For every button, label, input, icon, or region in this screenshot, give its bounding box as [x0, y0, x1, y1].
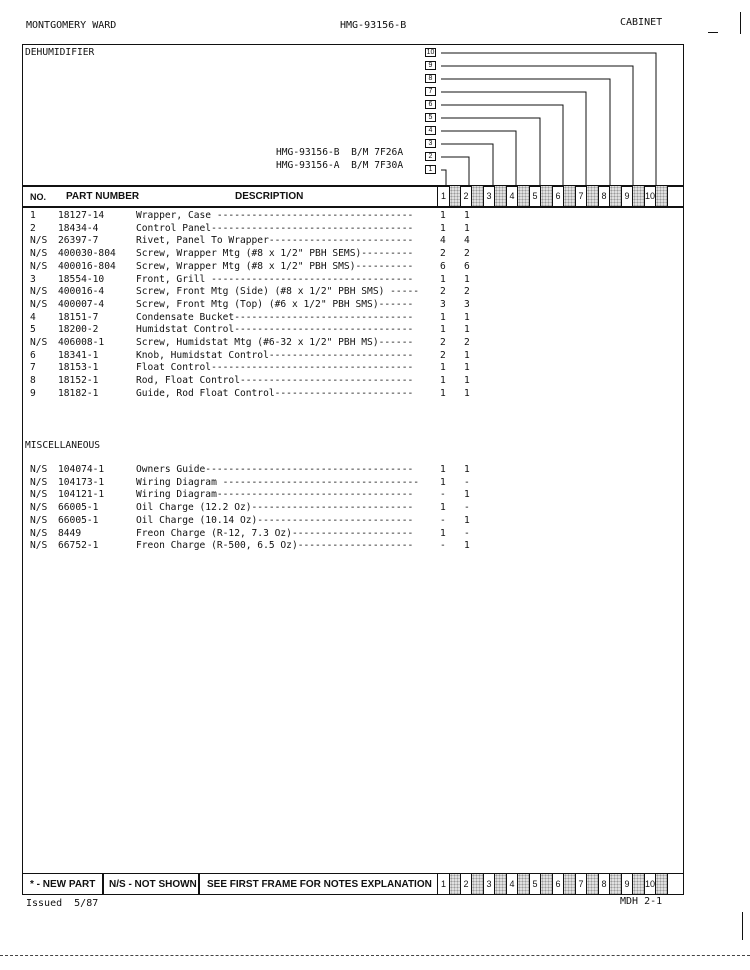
row-no: 7 — [30, 362, 36, 374]
row-qty-2: 6 — [464, 260, 470, 272]
row-qty-2: 1 — [464, 540, 470, 552]
legend-divider — [198, 874, 200, 894]
row-qty-1: 1 — [440, 273, 446, 285]
row-qty-1: 1 — [440, 362, 446, 374]
column-callout-lines — [420, 46, 682, 186]
row-part-number: 26397-7 — [58, 235, 99, 247]
callout-box-5: 5 — [425, 113, 436, 122]
column-number: 10 — [644, 874, 655, 894]
row-qty-2: 1 — [464, 273, 470, 285]
column-number: 7 — [575, 874, 586, 894]
legend-notes: SEE FIRST FRAME FOR NOTES EXPLANATION — [207, 879, 432, 890]
column-number: 10 — [644, 186, 655, 206]
row-no: N/S — [30, 260, 48, 272]
callout-box-9: 9 — [425, 61, 436, 70]
row-qty-1: 2 — [440, 349, 446, 361]
column-shade — [632, 874, 644, 894]
row-no: N/S — [30, 235, 48, 247]
column-number: 2 — [460, 874, 471, 894]
column-shade — [563, 874, 575, 894]
row-description: Humidstat Control------------------------------- — [136, 324, 414, 336]
column-shade — [540, 186, 552, 206]
col-header-description: DESCRIPTION — [235, 191, 304, 202]
row-no: N/S — [30, 489, 48, 501]
row-qty-1: 3 — [440, 298, 446, 310]
column-shade — [471, 874, 483, 894]
column-shade — [471, 186, 483, 206]
column-shade — [667, 874, 683, 894]
row-no: N/S — [30, 527, 48, 539]
row-qty-1: 2 — [440, 337, 446, 348]
column-number: 4 — [506, 874, 517, 894]
column-number: 8 — [598, 874, 609, 894]
column-shade — [494, 874, 506, 894]
row-qty-1: 1 — [440, 464, 446, 475]
column-number: 3 — [483, 186, 494, 206]
column-shade — [609, 186, 621, 206]
row-qty-2: 2 — [464, 248, 470, 260]
row-part-number: 104121-1 — [58, 489, 105, 501]
row-qty-1: 1 — [440, 210, 446, 221]
row-qty-1: 1 — [440, 476, 446, 488]
row-qty-2: 1 — [464, 324, 470, 336]
row-no: 3 — [30, 273, 36, 285]
callout-box-10: 10 — [426, 49, 435, 56]
row-description: Oil Charge (12.2 Oz)---------------------------- — [136, 502, 414, 514]
brand-name: MONTGOMERY WARD — [26, 20, 117, 31]
row-part-number: 18434-4 — [58, 222, 99, 234]
column-number: 5 — [529, 874, 540, 894]
column-number: 9 — [621, 874, 632, 894]
margin-mark — [742, 912, 743, 940]
header-rule-bottom — [22, 206, 684, 208]
row-no: N/S — [30, 502, 48, 514]
row-description: Rivet, Panel To Wrapper------------------------- — [136, 235, 414, 247]
col-header-part-number: PART NUMBER — [66, 191, 140, 202]
row-qty-2: 2 — [464, 337, 470, 348]
row-no: N/S — [30, 337, 48, 348]
row-description: Oil Charge (10.14 Oz)--------------------------- — [136, 514, 414, 526]
row-qty-1: 2 — [440, 286, 446, 298]
column-shade — [609, 874, 621, 894]
footer-legend-bar — [22, 873, 684, 895]
callout-box-1: 1 — [425, 165, 436, 174]
row-part-number: 400030-804 — [58, 248, 116, 260]
row-qty-1: 1 — [440, 527, 446, 539]
callout-box-7: 7 — [425, 87, 436, 96]
issued-date: Issued 5/87 — [26, 898, 99, 909]
column-shade — [449, 186, 460, 206]
row-description: Screw, Wrapper Mtg (#8 x 1/2" PBH SEMS)--------- — [136, 248, 414, 260]
column-number-strip — [437, 874, 683, 894]
row-no: 8 — [30, 375, 36, 387]
row-description: Screw, Wrapper Mtg (#8 x 1/2" PBH SMS)---------- — [136, 260, 414, 272]
column-number-strip — [437, 186, 683, 206]
row-qty-2: 2 — [464, 286, 470, 298]
column-number: 3 — [483, 874, 494, 894]
row-qty-1: 1 — [440, 311, 446, 323]
row-qty-2: 1 — [464, 464, 470, 475]
row-no: N/S — [30, 540, 48, 552]
column-number: 6 — [552, 874, 563, 894]
row-description: Wiring Diagram---------------------------------- — [136, 489, 414, 501]
row-qty-2: 1 — [464, 210, 470, 221]
row-description: Guide, Rod Float Control------------------------ — [136, 387, 414, 399]
legend-divider — [102, 874, 104, 894]
row-qty-2: 1 — [464, 489, 470, 501]
column-shade — [655, 186, 667, 206]
callout-box-8: 8 — [425, 74, 436, 83]
column-number: 8 — [598, 186, 609, 206]
row-qty-1: 1 — [440, 502, 446, 514]
column-number: 6 — [552, 186, 563, 206]
column-shade — [563, 186, 575, 206]
row-part-number: 18554-10 — [58, 273, 105, 285]
row-part-number: 66005-1 — [58, 514, 99, 526]
row-no: 9 — [30, 387, 36, 399]
row-qty-1: 1 — [440, 375, 446, 387]
row-qty-2: - — [464, 527, 470, 539]
row-description: Owners Guide------------------------------------ — [136, 464, 414, 475]
row-part-number: 400016-804 — [58, 260, 116, 272]
parts-list — [30, 210, 480, 410]
row-qty-2: 3 — [464, 298, 470, 310]
bottom-edge-mark — [0, 955, 750, 956]
row-description: Wiring Diagram ---------------------------------- — [136, 476, 420, 488]
row-qty-1: 1 — [440, 324, 446, 336]
legend-not-shown: N/S - NOT SHOWN — [109, 879, 197, 890]
row-part-number: 18182-1 — [58, 387, 99, 399]
row-part-number: 66005-1 — [58, 502, 99, 514]
row-part-number: 18153-1 — [58, 362, 99, 374]
column-number: 7 — [575, 186, 586, 206]
row-part-number: 18152-1 — [58, 375, 99, 387]
row-part-number: 18151-7 — [58, 311, 99, 323]
row-description: Rod, Float Control------------------------------ — [136, 375, 414, 387]
column-shade — [632, 186, 644, 206]
row-qty-2: 1 — [464, 311, 470, 323]
column-shade — [517, 874, 529, 894]
row-qty-1: - — [440, 489, 446, 501]
row-part-number: 406008-1 — [58, 337, 105, 348]
row-qty-1: - — [440, 514, 446, 526]
row-description: Front, Grill ----------------------------------- — [136, 273, 414, 285]
column-number: 5 — [529, 186, 540, 206]
row-description: Control Panel----------------------------------- — [136, 222, 414, 234]
row-qty-2: 1 — [464, 514, 470, 526]
col-header-no: NO. — [30, 192, 47, 202]
misc-list — [30, 464, 480, 559]
row-qty-2: 1 — [464, 222, 470, 234]
column-number: 4 — [506, 186, 517, 206]
row-qty-1: 1 — [440, 222, 446, 234]
row-part-number: 400007-4 — [58, 298, 105, 310]
row-part-number: 400016-4 — [58, 286, 105, 298]
row-no: 2 — [30, 222, 36, 234]
row-description: Screw, Front Mtg (Top) (#6 x 1/2" PBH SMS)------ — [136, 298, 414, 310]
model-line-1: HMG-93156-B B/M 7F26A — [276, 147, 404, 158]
row-description: Float Control----------------------------------- — [136, 362, 414, 374]
row-no: N/S — [30, 298, 48, 310]
row-no: N/S — [30, 514, 48, 526]
callout-box-6: 6 — [425, 100, 436, 109]
row-qty-1: 6 — [440, 260, 446, 272]
row-qty-1: 1 — [440, 387, 446, 399]
column-shade — [517, 186, 529, 206]
row-no: 6 — [30, 349, 36, 361]
row-description: Freon Charge (R-12, 7.3 Oz)--------------------- — [136, 527, 414, 539]
row-description: Freon Charge (R-500, 6.5 Oz)-------------------- — [136, 540, 414, 552]
misc-title: MISCELLANEOUS — [25, 440, 101, 451]
row-description: Wrapper, Case ---------------------------------- — [136, 210, 414, 221]
row-no: N/S — [30, 476, 48, 488]
row-qty-1: 2 — [440, 248, 446, 260]
row-no: N/S — [30, 464, 48, 475]
margin-mark — [708, 32, 718, 33]
row-part-number: 8449 — [58, 527, 82, 539]
callout-box-4: 4 — [425, 126, 436, 135]
legend-new-part: * - NEW PART — [30, 879, 96, 890]
row-description: Screw, Front Mtg (Side) (#8 x 1/2" PBH SMS) ----- — [136, 286, 420, 298]
row-no: N/S — [30, 248, 48, 260]
page-number: MDH 2-1 — [620, 896, 663, 907]
row-part-number: 104173-1 — [58, 476, 105, 488]
row-no: 1 — [30, 210, 36, 221]
column-number: 1 — [437, 874, 449, 894]
row-qty-2: 1 — [464, 349, 470, 361]
column-shade — [667, 186, 683, 206]
row-qty-2: 1 — [464, 375, 470, 387]
row-qty-2: - — [464, 476, 470, 488]
column-shade — [540, 874, 552, 894]
column-number: 1 — [437, 186, 449, 206]
section-name: CABINET — [620, 17, 663, 28]
model-number: HMG-93156-B — [340, 20, 407, 31]
row-description: Screw, Humidstat Mtg (#6-32 x 1/2" PBH MS)------ — [136, 337, 414, 348]
row-description: Knob, Humidstat Control------------------------- — [136, 349, 414, 361]
row-part-number: 66752-1 — [58, 540, 99, 552]
row-no: N/S — [30, 286, 48, 298]
group-title: DEHUMIDIFIER — [25, 47, 95, 58]
row-qty-2: 4 — [464, 235, 470, 247]
row-part-number: 18200-2 — [58, 324, 99, 336]
margin-mark — [740, 12, 741, 34]
column-shade — [586, 186, 598, 206]
row-part-number: 18341-1 — [58, 349, 99, 361]
row-no: 4 — [30, 311, 36, 323]
column-shade — [586, 874, 598, 894]
row-description: Condensate Bucket------------------------------- — [136, 311, 414, 323]
column-shade — [655, 874, 667, 894]
row-qty-2: 1 — [464, 362, 470, 374]
row-part-number: 104074-1 — [58, 464, 105, 475]
row-qty-2: - — [464, 502, 470, 514]
row-qty-2: 1 — [464, 387, 470, 399]
column-shade — [494, 186, 506, 206]
row-qty-1: 4 — [440, 235, 446, 247]
row-part-number: 18127-14 — [58, 210, 105, 221]
row-qty-1: - — [440, 540, 446, 552]
callout-box-3: 3 — [425, 139, 436, 148]
column-number: 2 — [460, 186, 471, 206]
callout-box-2: 2 — [425, 152, 436, 161]
row-no: 5 — [30, 324, 36, 336]
column-shade — [449, 874, 460, 894]
model-line-2: HMG-93156-A B/M 7F30A — [276, 160, 404, 171]
column-number: 9 — [621, 186, 632, 206]
